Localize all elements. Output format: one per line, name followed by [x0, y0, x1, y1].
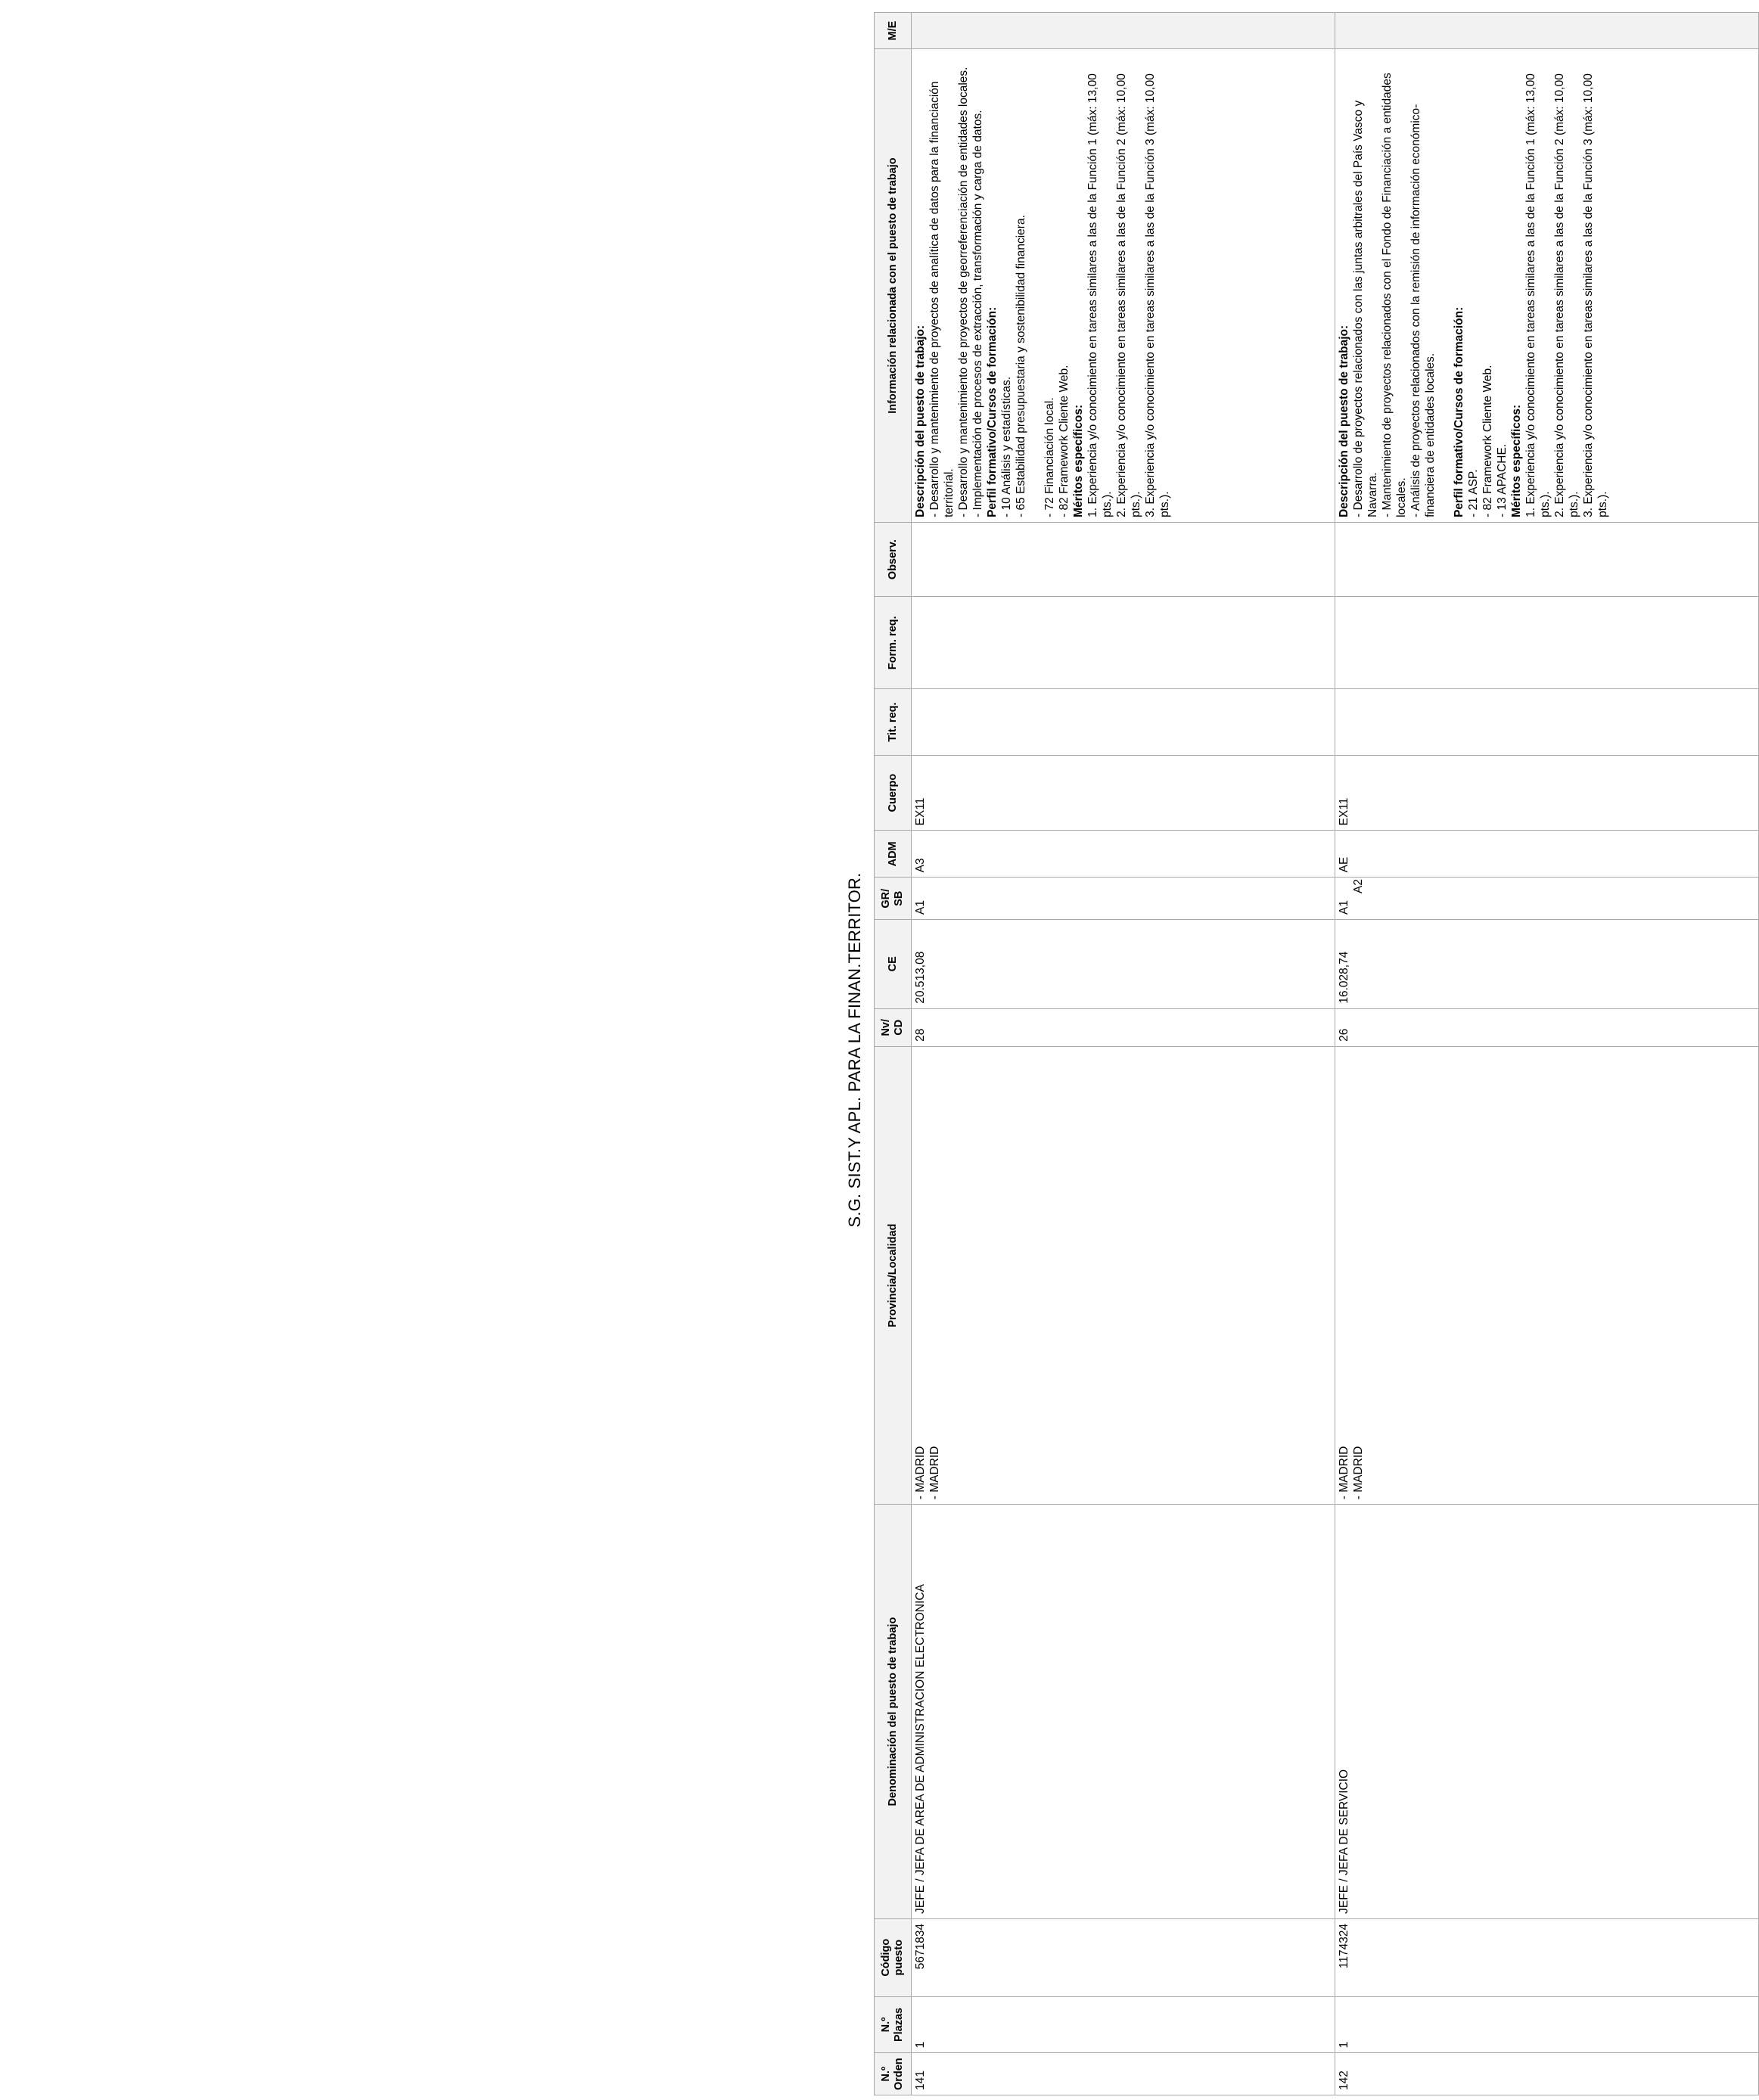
- descripcion-heading: Descripción del puesto de trabajo:: [914, 325, 927, 517]
- cell-me: [912, 13, 1335, 49]
- col-nv: Nv/ CD: [875, 1008, 912, 1046]
- cell-info: Descripción del puesto de trabajo: - Desarrollo y mantenimiento de proyectos de analítica de datos para la financiación territorial. - Desarrollo y mantenimiento de proyectos de georreferenciación de entidades locales. - Implementación de procesos de extracción, transformación y carga de datos. Perfil formativo/Cursos de formación: - 10 Análisis y estadísticas. - 65 Estabilidad presupuestaria y sostenibilidad financiera. - 72 Financiación local. - 82 Framework Cliente Web. Méritos específicos: 1. Experiencia y/o conocimiento en tareas similares a las de la Función 1 (máx: 13,00 pts.). 2. Experiencia y/o conocimiento en tareas similares a las de la Función 2 (máx: 10,00 pts.). 3. Experiencia y/o conocimiento en tareas similares a las de la Función 3 (máx: 10,00 pts.).: [912, 49, 1335, 523]
- cell-observ: [1335, 522, 1759, 596]
- cell-orden: 141: [912, 2053, 1335, 2095]
- cell-orden: 142: [1335, 2053, 1759, 2095]
- col-tit: Tit. req.: [875, 689, 912, 756]
- cell-denominacion: JEFE / JEFA DE AREA DE ADMINISTRACION ELECTRONICA: [912, 1505, 1335, 1919]
- cell-provincia: - MADRID - MADRID: [912, 1046, 1335, 1504]
- col-ce: CE: [875, 920, 912, 1009]
- cell-plazas: 1: [912, 1996, 1335, 2053]
- cell-ce: 20.513,08: [912, 920, 1335, 1009]
- col-codigo: Código puesto: [875, 1918, 912, 1996]
- cell-provincia: - MADRID - MADRID: [1335, 1046, 1759, 1504]
- col-form: Form. req.: [875, 597, 912, 689]
- header-row: [875, 13, 912, 2095]
- cell-me: [1335, 13, 1759, 49]
- col-provincia: Provincia/Localidad: [875, 1046, 912, 1504]
- cell-denominacion: JEFE / JEFA DE SERVICIO: [1335, 1505, 1759, 1919]
- meritos-heading: Méritos específicos:: [1072, 404, 1085, 517]
- table-row: [912, 13, 1335, 2095]
- cell-info: Descripción del puesto de trabajo: - Desarrollo de proyectos relacionados con las juntas arbitrales del País Vasco y Navarra. - Mantenimiento de proyectos relacionados con el Fondo de Financiación a entidades locales. - Análisis de proyectos relacionados con la remisión de información económico-financiera de entidades locales. Perfil formativo/Cursos de formación: - 21 ASP. - 82 Framework Cliente Web. - 13 APACHE. Méritos específicos: 1. Experiencia y/o conocimiento en tareas similares a las de la Función 1 (máx: 13,00 pts.). 2. Experiencia y/o conocimiento en tareas similares a las de la Función 2 (máx: 10,00 pts.). 3. Experiencia y/o conocimiento en tareas similares a las de la Función 3 (máx: 10,00 pts.).: [1335, 49, 1759, 523]
- col-gr: GR/ SB: [875, 878, 912, 920]
- cell-gr: A1: [912, 878, 1335, 920]
- perfil-heading: Perfil formativo/Cursos de formación:: [986, 306, 999, 517]
- col-orden: N.º Orden: [875, 2053, 912, 2095]
- col-info: Información relacionada con el puesto de trabajo: [875, 49, 912, 523]
- descripcion-heading: Descripción del puesto de trabajo:: [1338, 325, 1350, 517]
- meritos-heading: Méritos específicos:: [1510, 404, 1523, 517]
- cell-adm: A3: [912, 831, 1335, 878]
- perfil-heading: Perfil formativo/Cursos de formación:: [1453, 306, 1465, 517]
- cell-tit: [1335, 689, 1759, 756]
- cell-form: [912, 597, 1335, 689]
- cell-nv: 26: [1335, 1008, 1759, 1046]
- table-row: [1335, 13, 1759, 2095]
- cell-cuerpo: EX11: [1335, 755, 1759, 830]
- col-plazas: N.º Plazas: [875, 1996, 912, 2053]
- cell-observ: [912, 522, 1335, 596]
- cell-cuerpo: EX11: [912, 755, 1335, 830]
- cell-plazas: 1: [1335, 1996, 1759, 2053]
- col-observ: Observ.: [875, 522, 912, 596]
- col-adm: ADM: [875, 831, 912, 878]
- cell-form: [1335, 597, 1759, 689]
- cell-ce: 16.028,74: [1335, 920, 1759, 1009]
- page-title: S.G. SIST.Y APL. PARA LA FINAN.TERRITOR.: [845, 872, 864, 1228]
- cell-codigo: 1174324: [1335, 1918, 1759, 1996]
- cell-adm: AE: [1335, 831, 1759, 878]
- cell-codigo: 5671834: [912, 1918, 1335, 1996]
- cell-tit: [912, 689, 1335, 756]
- col-cuerpo: Cuerpo: [875, 755, 912, 830]
- col-me: M/E: [875, 13, 912, 49]
- positions-table: [874, 12, 1759, 2095]
- cell-nv: 28: [912, 1008, 1335, 1046]
- cell-gr: A1 A2: [1335, 878, 1759, 920]
- col-denominacion: Denominación del puesto de trabajo: [875, 1505, 912, 1919]
